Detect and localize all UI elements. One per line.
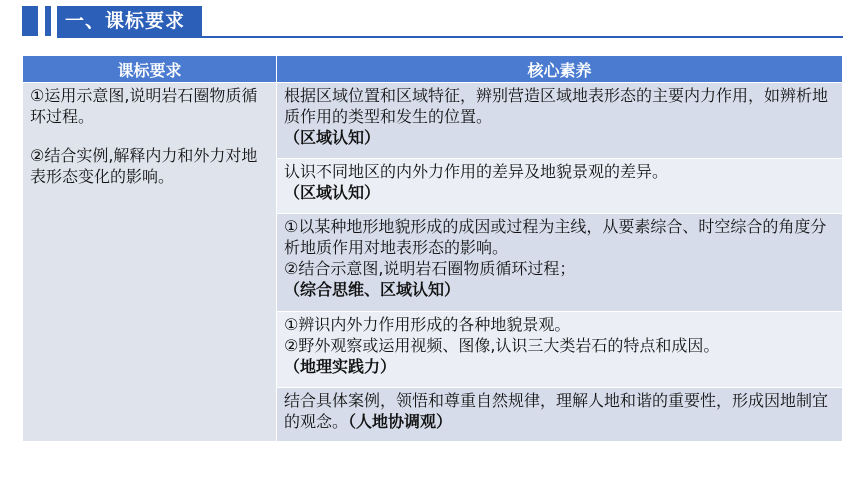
header-competencies: 核心素养 <box>277 56 843 83</box>
competency-text: ①以某种地形地貌形成的成因或过程为主线，从要素综合、时空综合的角度分析地质作用对地表形态的影响。 <box>284 217 827 257</box>
competency-cell <box>277 214 843 312</box>
competency-text: ②结合示意图,说明岩石圈物质循环过程； <box>284 259 576 278</box>
competency-text: 根据区域位置和区域特征，辨别营造区域地表形态的主要内力作用，如辨析地质作用的类型和发生的位置。 <box>284 86 829 126</box>
competency-tag: （区域认知） <box>284 183 381 202</box>
competency-cell <box>277 83 843 159</box>
competency-text: 结合具体案例，领悟和尊重自然规律，理解人地和谐的重要性，形成因地制宜的观念。 <box>284 391 829 431</box>
standard-item: ②结合实例,解释内力和外力对地表形态变化的影响。 <box>30 146 258 186</box>
competency-text: 认识不同地区的内外力作用的差异及地貌景观的差异。 <box>284 162 669 181</box>
standards-cell <box>23 83 277 442</box>
standard-item: ①运用示意图,说明岩石圈物质循环过程。 <box>30 86 258 126</box>
competency-tag: （综合思维、区域认知） <box>284 280 461 299</box>
competency-tag: （区域认知） <box>284 128 381 147</box>
table-row <box>23 83 843 159</box>
competency-tag: （人地协调观） <box>348 412 453 431</box>
competency-text: ①辨识内外力作用形成的各种地貌景观。 <box>284 315 571 334</box>
spacer <box>30 127 270 145</box>
title-underline <box>57 36 843 38</box>
competency-cell <box>277 388 843 442</box>
title-accent-bar <box>22 6 38 36</box>
header-standards: 课标要求 <box>23 56 277 83</box>
competency-tag: （地理实践力） <box>284 357 397 376</box>
standards-table <box>22 55 843 442</box>
title-accent-bar-thin <box>45 6 51 36</box>
section-title: 一、课标要求 <box>57 6 202 36</box>
competency-cell <box>277 312 843 388</box>
competency-text: ②野外观察或运用视频、图像,认识三大类岩石的特点和成因。 <box>284 336 720 355</box>
competency-cell <box>277 159 843 214</box>
